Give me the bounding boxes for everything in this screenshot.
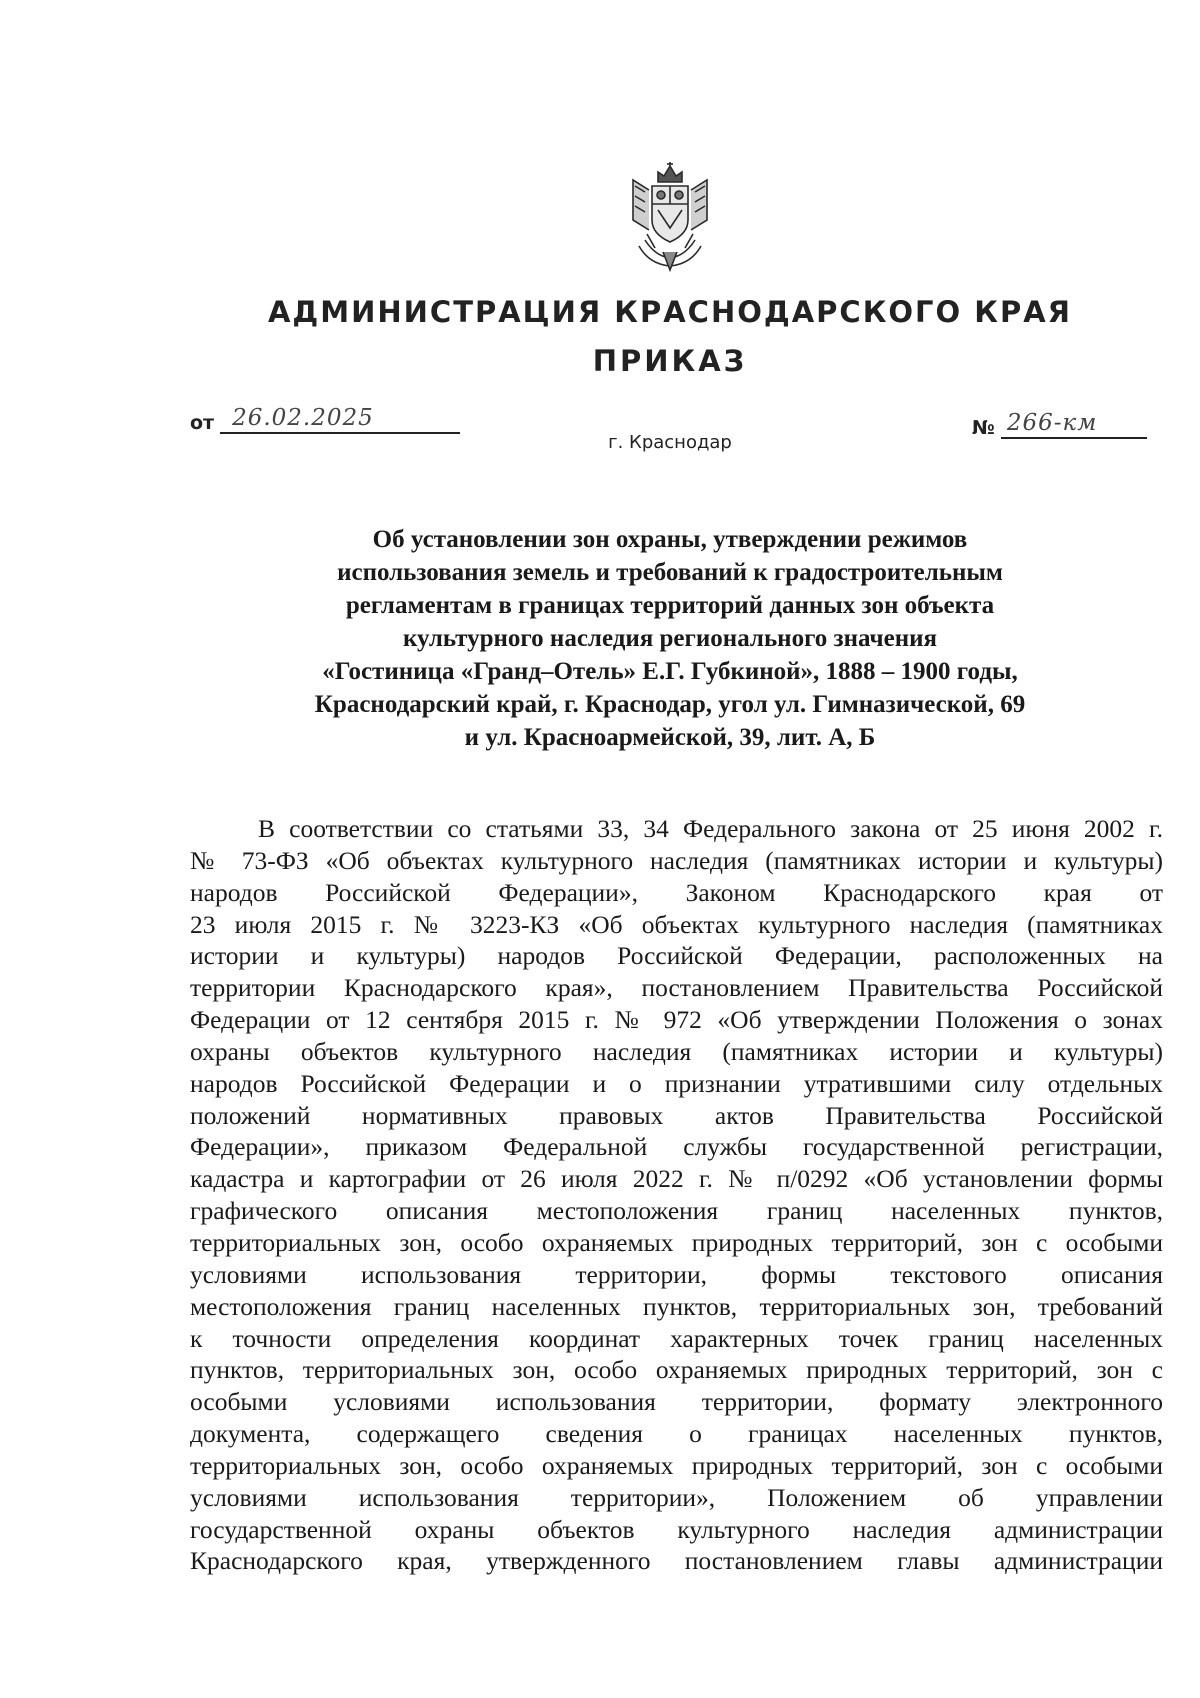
title-line: Краснодарский край, г. Краснодар, угол ул. Гимназической, 69 — [314, 691, 1026, 718]
title-line: использования земель и требований к градостроительным — [337, 559, 1003, 586]
body-line: № 73-ФЗ «Об объектах культурного наследия (памятниках истории и культуры) — [190, 845, 1163, 875]
body-line: охраны объектов культурного наследия (памятниках истории и культуры) — [190, 1036, 1163, 1066]
body-line: Федерации от 12 сентября 2015 г. № 972 «Об утверждении Положения о зонах — [190, 1005, 1163, 1035]
date-value: 26.02.2025 — [220, 405, 460, 434]
body-line: территориальных зон, особо охраняемых природных территорий, зон с особыми — [190, 1227, 1163, 1257]
body-line: кадастра и картографии от 26 июля 2022 г. № п/0292 «Об установлении формы — [190, 1164, 1163, 1194]
coat-of-arms-icon — [625, 160, 715, 272]
body-line: народов Российской Федерации», Законом Краснодарского края от — [190, 877, 1163, 907]
body-line: Федерации», приказом Федеральной службы государственной регистрации, — [190, 1132, 1163, 1162]
body-line: графического описания местоположения границ населенных пунктов, — [190, 1196, 1163, 1226]
body-line: народов Российской Федерации и о признании утратившими силу отдельных — [190, 1068, 1163, 1098]
body-line: положений нормативных правовых актов Правительства Российской — [190, 1100, 1163, 1130]
body-line: к точности определения координат характерных точек границ населенных — [190, 1323, 1163, 1353]
body-line: государственной охраны объектов культурного наследия администрации — [190, 1514, 1163, 1544]
title-line: «Гостиница «Гранд–Отель» Е.Г. Губкиной», 1888 – 1900 годы, — [322, 658, 1018, 685]
body-line: пунктов, территориальных зон, особо охраняемых природных территорий, зон с — [190, 1355, 1163, 1385]
body-paragraph — [190, 813, 1163, 1577]
body-line: условиями использования территории», Положением об управлении — [190, 1482, 1163, 1512]
title-line: и ул. Красноармейской, 39, лит. А, Б — [464, 724, 876, 751]
body-line: Краснодарского края, утвержденного постановлением главы администрации — [190, 1546, 1163, 1576]
body-line: территории Краснодарского края», постановлением Правительства Российской — [190, 973, 1163, 1003]
title-line: регламентам в границах территорий данных зон объекта — [345, 592, 995, 619]
number-value: 266-км — [1001, 410, 1147, 439]
document-title — [200, 523, 1140, 754]
title-line: культурного наследия регионального значения — [402, 625, 938, 652]
body-line: 23 июля 2015 г. № 3223-КЗ «Об объектах культурного наследия (памятниках — [190, 909, 1163, 939]
body-line: особыми условиями использования территории, формату электронного — [190, 1387, 1163, 1417]
document-type: ПРИКАЗ — [592, 344, 748, 378]
date-prefix: от — [190, 412, 215, 434]
title-line: Об установлении зон охраны, утверждении режимов — [372, 526, 968, 553]
date-field — [190, 405, 460, 434]
body-line: В соответствии со статьями 33, 34 Федерального закона от 25 июня 2002 г. — [258, 814, 1163, 843]
body-line: местоположения границ населенных пунктов, территориальных зон, требований — [190, 1291, 1163, 1321]
body-line: документа, содержащего сведения о границах населенных пунктов, — [190, 1419, 1163, 1449]
body-line: территориальных зон, особо охраняемых природных территорий, зон с особыми — [190, 1450, 1163, 1480]
body-line: условиями использования территории, формы текстового описания — [190, 1259, 1163, 1289]
number-prefix: № — [972, 417, 995, 439]
city-label: г. Краснодар — [608, 432, 732, 453]
body-line: истории и культуры) народов Российской Федерации, расположенных на — [190, 941, 1163, 971]
organization-name: АДМИНИСТРАЦИЯ КРАСНОДАРСКОГО КРАЯ — [267, 295, 1073, 329]
